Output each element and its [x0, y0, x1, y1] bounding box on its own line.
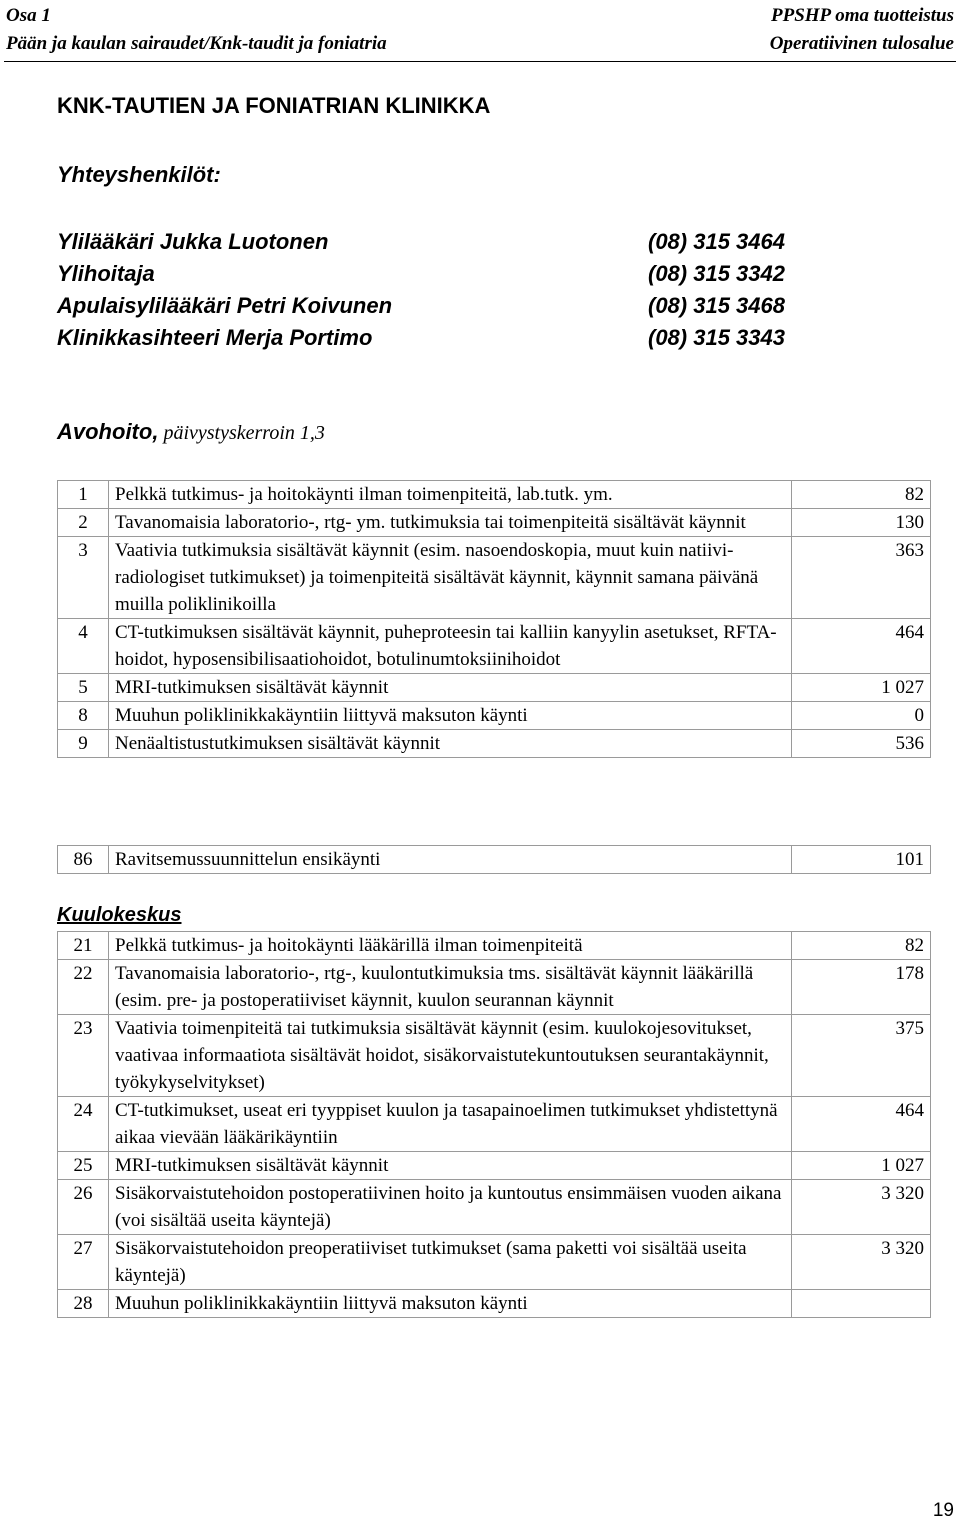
contact-row — [57, 258, 817, 290]
row-description: Pelkkä tutkimus- ja hoitokäynti lääkärillä ilman toimenpiteitä — [109, 932, 792, 960]
contact-row — [57, 226, 817, 258]
row-code: 3 — [58, 537, 109, 619]
row-description: CT-tutkimuksen sisältävät käynnit, puheproteesin tai kalliin kanyylin asetukset, RFTA-hoidot, hyposensibilisaatiohoidot, botulinumtoksiinihoidot — [109, 619, 792, 674]
avohoito-heading-rest: päivystyskerroin 1,3 — [158, 422, 325, 444]
table-row — [58, 730, 931, 758]
row-price: 0 — [792, 702, 931, 730]
row-description: Vaativia toimenpiteitä tai tutkimuksia sisältävät käynnit (esim. kuulokojesovitukset, vaativaa informaatiota sisältävät hoidot, sisäkorvaistutekuntoutuksen seurantakäynnit, työkykyselvitykset) — [109, 1015, 792, 1097]
table-row — [58, 960, 931, 1015]
row-description: Muuhun poliklinikkakäyntiin liittyvä maksuton käynti — [109, 702, 792, 730]
row-description: Sisäkorvaistutehoidon postoperatiivinen hoito ja kuntoutus ensimmäisen vuoden aikana (voi sisältää useita käyntejä) — [109, 1180, 792, 1235]
header-right — [770, 2, 954, 58]
contact-phone: (08) 315 3464 — [648, 229, 785, 254]
contact-phone: (08) 315 3468 — [648, 293, 785, 318]
row-price: 464 — [792, 619, 931, 674]
ravitsemus-table — [57, 845, 931, 874]
row-price: 536 — [792, 730, 931, 758]
avohoito-heading-bold: Avohoito, — [57, 419, 159, 444]
row-code: 5 — [58, 674, 109, 702]
row-code: 26 — [58, 1180, 109, 1235]
header-divider — [4, 61, 956, 62]
table-row — [58, 1097, 931, 1152]
clinic-title: KNK-TAUTIEN JA FONIATRIAN KLINIKKA — [57, 93, 491, 118]
row-price: 363 — [792, 537, 931, 619]
row-price: 1 027 — [792, 674, 931, 702]
contacts-list — [57, 226, 817, 354]
avohoito-table — [57, 480, 931, 758]
table-row — [58, 674, 931, 702]
row-description: Muuhun poliklinikkakäyntiin liittyvä maksuton käynti — [109, 1290, 792, 1318]
row-price: 130 — [792, 509, 931, 537]
row-code: 21 — [58, 932, 109, 960]
row-price — [792, 1290, 931, 1318]
row-price: 1 027 — [792, 1152, 931, 1180]
contact-phone: (08) 315 3343 — [648, 325, 785, 350]
row-price: 464 — [792, 1097, 931, 1152]
table-row — [58, 1015, 931, 1097]
row-description: MRI-tutkimuksen sisältävät käynnit — [109, 1152, 792, 1180]
row-code: 4 — [58, 619, 109, 674]
row-description: Nenäaltistustutkimuksen sisältävät käynnit — [109, 730, 792, 758]
row-price: 375 — [792, 1015, 931, 1097]
table-row — [58, 1290, 931, 1318]
table-row — [58, 619, 931, 674]
row-price: 3 320 — [792, 1180, 931, 1235]
row-code: 24 — [58, 1097, 109, 1152]
row-description: CT-tutkimukset, useat eri tyyppiset kuulon ja tasapainoelimen tutkimukset yhdistettynä aikaa vievään lääkärikäyntiin — [109, 1097, 792, 1152]
table-row — [58, 509, 931, 537]
contacts-heading: Yhteyshenkilöt: — [57, 162, 221, 187]
table-row — [58, 1152, 931, 1180]
row-code: 2 — [58, 509, 109, 537]
contact-name: Ylilääkäri Jukka Luotonen — [57, 229, 329, 254]
contact-name: Ylihoitaja — [57, 261, 155, 286]
table-row — [58, 1235, 931, 1290]
row-price: 178 — [792, 960, 931, 1015]
row-code: 23 — [58, 1015, 109, 1097]
contact-row — [57, 290, 817, 322]
avohoito-heading — [57, 419, 325, 445]
row-price: 3 320 — [792, 1235, 931, 1290]
row-price: 82 — [792, 932, 931, 960]
row-description: Pelkkä tutkimus- ja hoitokäynti ilman toimenpiteitä, lab.tutk. ym. — [109, 481, 792, 509]
header-left — [6, 2, 387, 58]
header-part: Osa 1 — [6, 5, 51, 26]
contact-row — [57, 322, 817, 354]
table-row — [58, 932, 931, 960]
row-code: 9 — [58, 730, 109, 758]
kuulokeskus-table — [57, 931, 931, 1318]
table-row — [58, 1180, 931, 1235]
row-description: Tavanomaisia laboratorio-, rtg- ym. tutkimuksia tai toimenpiteitä sisältävät käynnit — [109, 509, 792, 537]
table-row — [58, 702, 931, 730]
table-row — [58, 481, 931, 509]
header-unit: Operatiivinen tulosalue — [769, 33, 954, 54]
header-section: Pään ja kaulan sairaudet/Knk-taudit ja foniatria — [6, 33, 387, 54]
row-description: Sisäkorvaistutehoidon preoperatiiviset tutkimukset (sama paketti voi sisältää useita käyntejä) — [109, 1235, 792, 1290]
row-price: 82 — [792, 481, 931, 509]
table-row — [58, 846, 931, 874]
row-code: 28 — [58, 1290, 109, 1318]
contact-phone: (08) 315 3342 — [648, 261, 785, 286]
contact-name: Klinikkasihteeri Merja Portimo — [57, 325, 373, 350]
header-organization: PPSHP oma tuotteistus — [771, 5, 954, 26]
page-number: 19 — [932, 1500, 954, 1521]
kuulokeskus-heading: Kuulokeskus — [57, 904, 182, 926]
row-code: 27 — [58, 1235, 109, 1290]
row-description: Tavanomaisia laboratorio-, rtg-, kuulontutkimuksia tms. sisältävät käynnit lääkärillä (esim. pre- ja postoperatiiviset käynnit, kuulon seurannan käynnit — [109, 960, 792, 1015]
table-row — [58, 537, 931, 619]
row-code: 8 — [58, 702, 109, 730]
row-code: 22 — [58, 960, 109, 1015]
contact-name: Apulaisylilääkäri Petri Koivunen — [57, 293, 393, 318]
row-price: 101 — [792, 846, 931, 874]
row-description: Vaativia tutkimuksia sisältävät käynnit (esim. nasoendoskopia, muut kuin natiivi-radiologiset tutkimukset) ja toimenpiteitä sisältävät käynnit, käynnit samana päivänä muilla poliklinikoilla — [109, 537, 792, 619]
row-code: 1 — [58, 481, 109, 509]
row-description: MRI-tutkimuksen sisältävät käynnit — [109, 674, 792, 702]
row-description: Ravitsemussuunnittelun ensikäynti — [109, 846, 792, 874]
row-code: 25 — [58, 1152, 109, 1180]
row-code: 86 — [58, 846, 109, 874]
